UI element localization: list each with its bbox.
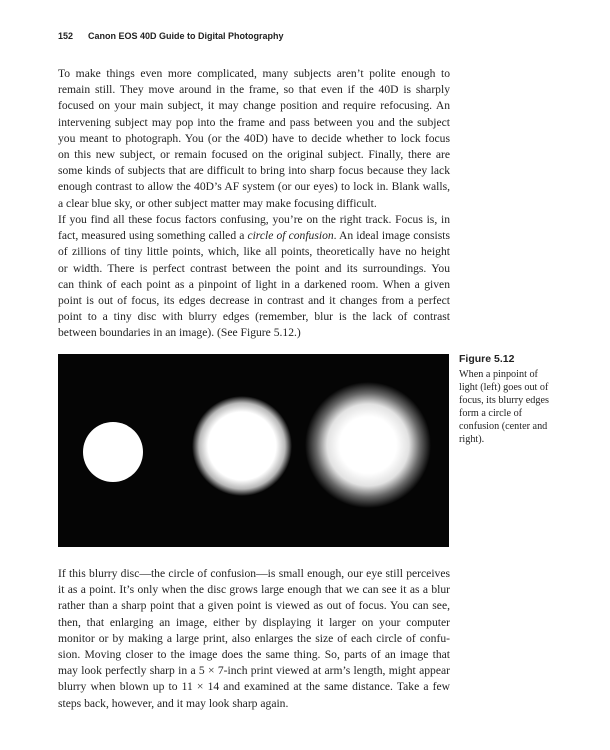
text-line: sion. Moving closer to the image does the same thing. So, parts of an image that [58,648,450,662]
text-line: a clear blue sky, or other subject matter may make focusing difficult. [58,196,377,210]
text-line: blurry when blown up to 11 × 14 and examined at the same distance. Take a few [58,680,450,694]
text-line: then, that enlarging an image, either by displaying it larger on your computer [58,615,450,629]
text-line: some kinds of subjects that are difficult to bring into sharp focus because they lack [58,164,450,178]
caption-line: focus, its blurry edges [459,395,549,406]
slightly-blurred-disc [192,396,292,496]
text-line: it as a point. It’s only when the disc grows large enough that we can see it as a blur [58,583,450,597]
text-line: may look perfectly sharp in a 5 × 7-inch print viewed at arm’s length, might appear [58,664,450,678]
caption-line: confusion (center and [459,421,548,432]
heavily-blurred-disc [305,382,431,508]
figure-label: Figure 5.12 [459,353,515,365]
running-head [58,31,284,41]
caption-line: When a pinpoint of [459,369,538,380]
text-line: If this blurry disc—the circle of confusion—is small enough, our eye still perceives [58,567,450,580]
text-line [58,228,450,244]
book-title: Canon EOS 40D Guide to Digital Photography [88,31,284,41]
text-line: rather than a sharp point that a given point is viewed as out of focus. You can see, [58,599,450,613]
text-line: can think of each point as a pinpoint of light in a darkened room. When a given [58,277,450,291]
paragraph-1 [58,66,450,212]
text-line: of zillions of tiny little points, which, like all points, theoretically have no height [58,245,450,259]
caption-line: form a circle of [459,408,523,419]
text-line: you meant to photograph. You (or the 40D) have to decide whether to lock focus [58,131,450,145]
circle-of-confusion-illustration [58,354,449,547]
paragraph-3 [58,566,450,712]
page-number: 152 [58,31,74,41]
text-line: between boundaries in an image). (See Figure 5.12.) [58,326,301,340]
caption-line: right). [459,434,485,445]
text-line: focused on your main subject, it may change position and require refocusing. An [58,99,450,113]
sharp-point-disc [83,422,143,482]
text-line: on this new subject, or remain focused on the original subject. Finally, there are [58,148,450,162]
text-line: enough contrast to allow the 40D’s AF system (or our eyes) to lock in. Blank walls, [58,180,450,194]
figure-image [58,354,449,547]
text-run: fact, measured using something called a [58,229,248,243]
text-line: steps back, however, and it may look sharp again. [58,696,289,710]
caption-line: light (left) goes out of [459,382,549,393]
paragraph-2 [58,212,450,342]
figure-caption [459,352,559,446]
term-circle-of-confusion: circle of confusion [247,229,334,243]
text-run: . An ideal image consists [333,229,450,243]
text-line: If you find all these focus factors confusing, you’re on the right track. Focus is, in [58,213,450,226]
figure-caption-text [459,368,559,446]
text-line: remain still. They move around in the frame, so that even if the 40D is sharply [58,83,450,97]
text-line: point is out of focus, its edges decrease in contrast and it changes from a perfect [58,294,450,308]
text-line: intervening subject may pop into the frame and pass between you and the subject [58,115,450,129]
text-line: monitor or by making a large print, also enlarges the size of each circle of confu- [58,631,450,645]
text-line: To make things even more complicated, many subjects aren’t polite enough to [58,67,450,80]
text-line: or width. There is perfect contrast between the point and its surroundings. You [58,261,450,275]
text-line: point to a tiny disc with blurry edges (remember, blur is the lack of contrast [58,310,450,324]
